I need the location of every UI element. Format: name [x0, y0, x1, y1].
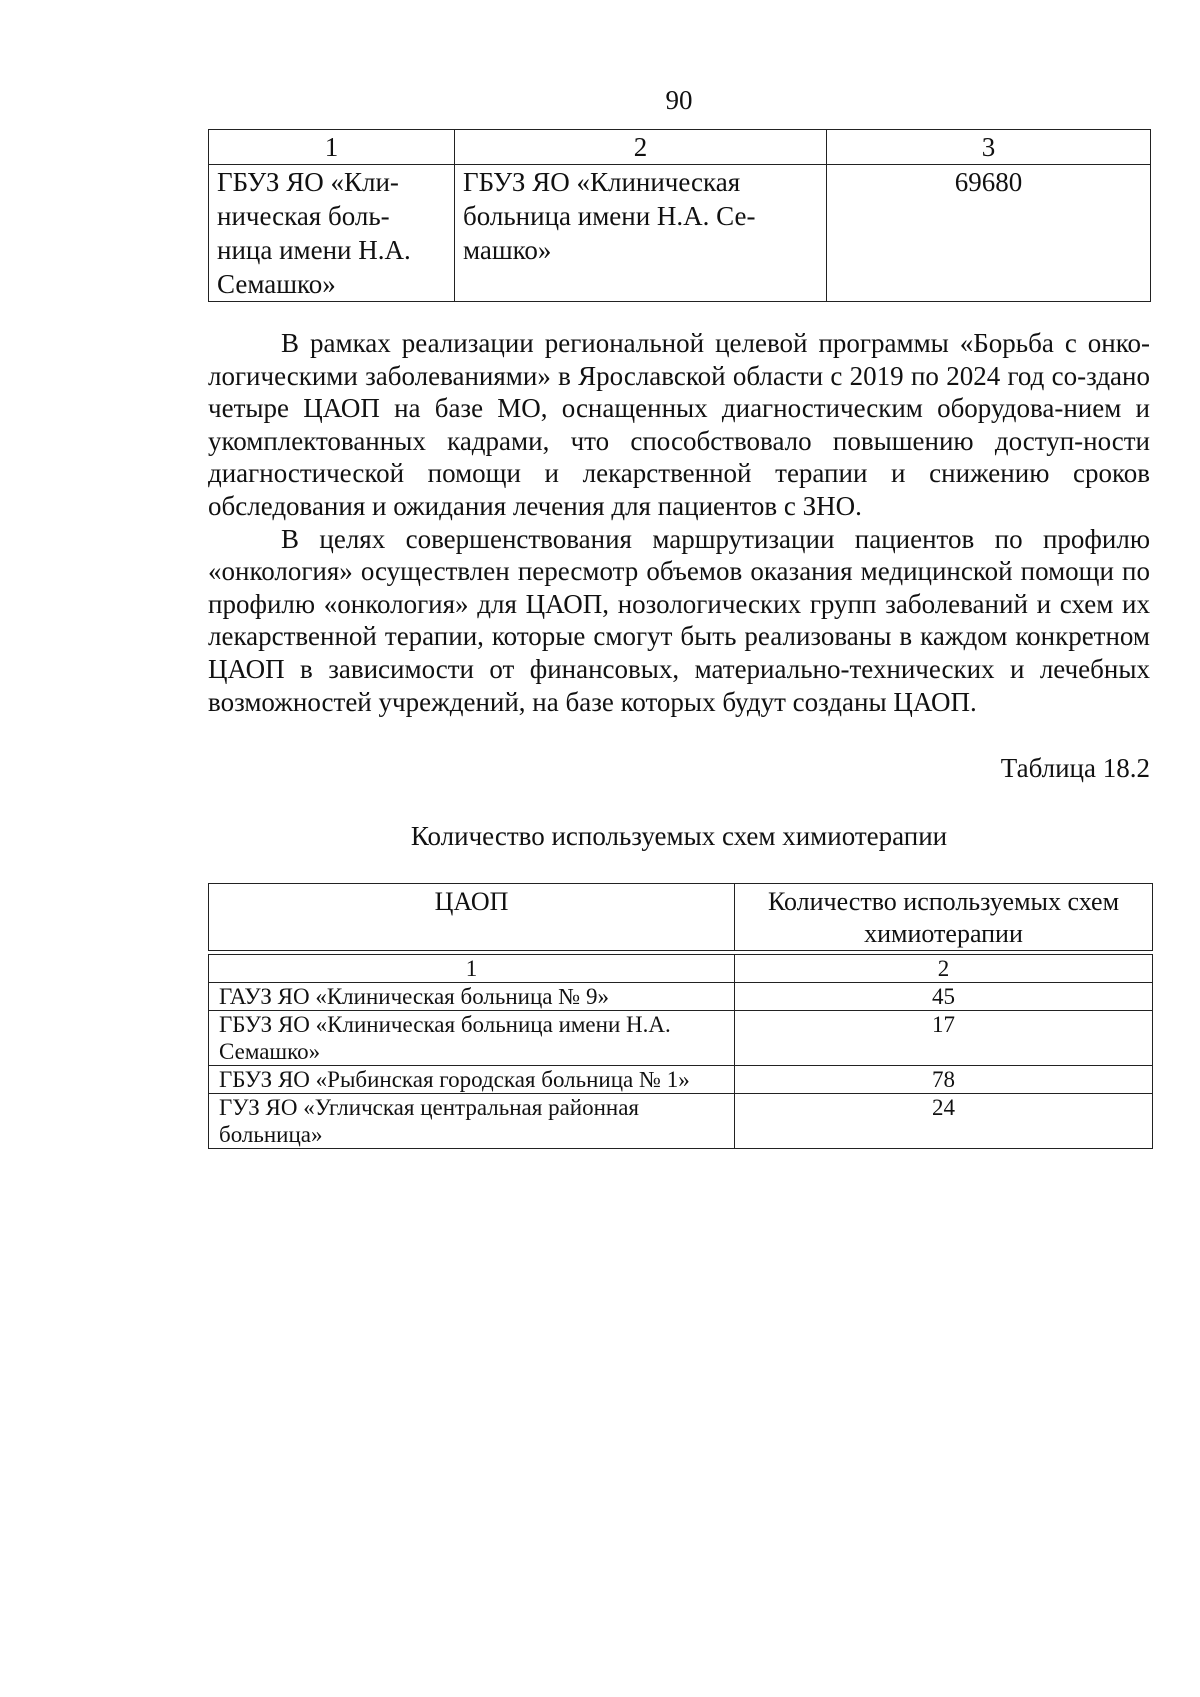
cell-line: больница имени Н.А. Се- — [463, 201, 756, 231]
cell-line: ГБУЗ ЯО «Клиническая — [463, 167, 741, 197]
cell-line: ГБУЗ ЯО «Кли- — [217, 167, 399, 197]
table-column-numbers — [209, 130, 1151, 165]
column-number: 2 — [455, 130, 827, 165]
table-row — [209, 1066, 1153, 1094]
column-header: ЦАОП — [209, 884, 735, 951]
column-number: 1 — [209, 955, 735, 983]
cell-line: ническая боль- — [217, 201, 390, 231]
column-header: Количество используемых схем химиотерапии — [735, 884, 1153, 951]
value-cell: 69680 — [827, 165, 1151, 302]
table-row — [209, 1011, 1153, 1066]
institution-cell — [209, 165, 455, 302]
paragraph: В рамках реализации региональной целевой программы «Борьба с онко-логическими заболеваниями» в Ярославской области с 2019 по 2024 год со-здано четыре ЦАОП на базе МО, оснащенных диагностическим оборудова-нием и укомплектованных кадрами, что способствовало повышению доступ-ности диагностической помощи и лекарственной терапии и снижению сроков обследования и ожидания лечения для пациентов с ЗНО. — [208, 328, 1150, 521]
scheme-count: 24 — [735, 1094, 1153, 1149]
column-number: 2 — [735, 955, 1153, 983]
column-number: 1 — [209, 130, 455, 165]
scheme-count: 78 — [735, 1066, 1153, 1094]
page-number: 90 — [665, 85, 693, 115]
cell-line: ница имени Н.А. — [217, 235, 411, 265]
cell-line: Семашко» — [217, 269, 336, 299]
scheme-count: 45 — [735, 983, 1153, 1011]
scheme-count: 17 — [735, 1011, 1153, 1066]
chemotherapy-schemes-table — [208, 883, 1153, 1149]
cell-line: машко» — [463, 235, 552, 265]
institution-name: ГАУЗ ЯО «Клиническая больница № 9» — [209, 983, 735, 1011]
institution-name: ГБУЗ ЯО «Клиническая больница имени Н.А. Семашко» — [209, 1011, 735, 1066]
table-row — [209, 165, 1151, 302]
body-text — [208, 327, 1150, 718]
paragraph: В целях совершенствования маршрутизации пациентов по профилю «онкология» осуществлен пересмотр объемов оказания медицинской помощи по профилю «онкология» для ЦАОП, нозологических групп заболеваний и схем их лекарственной терапии, которые смогут быть реализованы в каждом конкретном ЦАОП в зависимости от финансовых, материально-технических и лечебных возможностей учреждений, на базе которых будут созданы ЦАОП. — [208, 523, 1150, 717]
institution-name: ГУЗ ЯО «Угличская центральная районная больница» — [209, 1094, 735, 1149]
table-row — [209, 983, 1153, 1011]
column-number: 3 — [827, 130, 1151, 165]
continuation-table — [208, 129, 1151, 302]
table-header-row — [209, 884, 1153, 951]
table-column-numbers — [209, 955, 1153, 983]
table-row — [209, 1094, 1153, 1149]
institution-name: ГБУЗ ЯО «Рыбинская городская больница № 1» — [209, 1066, 735, 1094]
institution-full-name-cell — [455, 165, 827, 302]
table-caption: Количество используемых схем химиотерапии — [410, 821, 948, 851]
table-label: Таблица 18.2 — [1000, 753, 1150, 783]
